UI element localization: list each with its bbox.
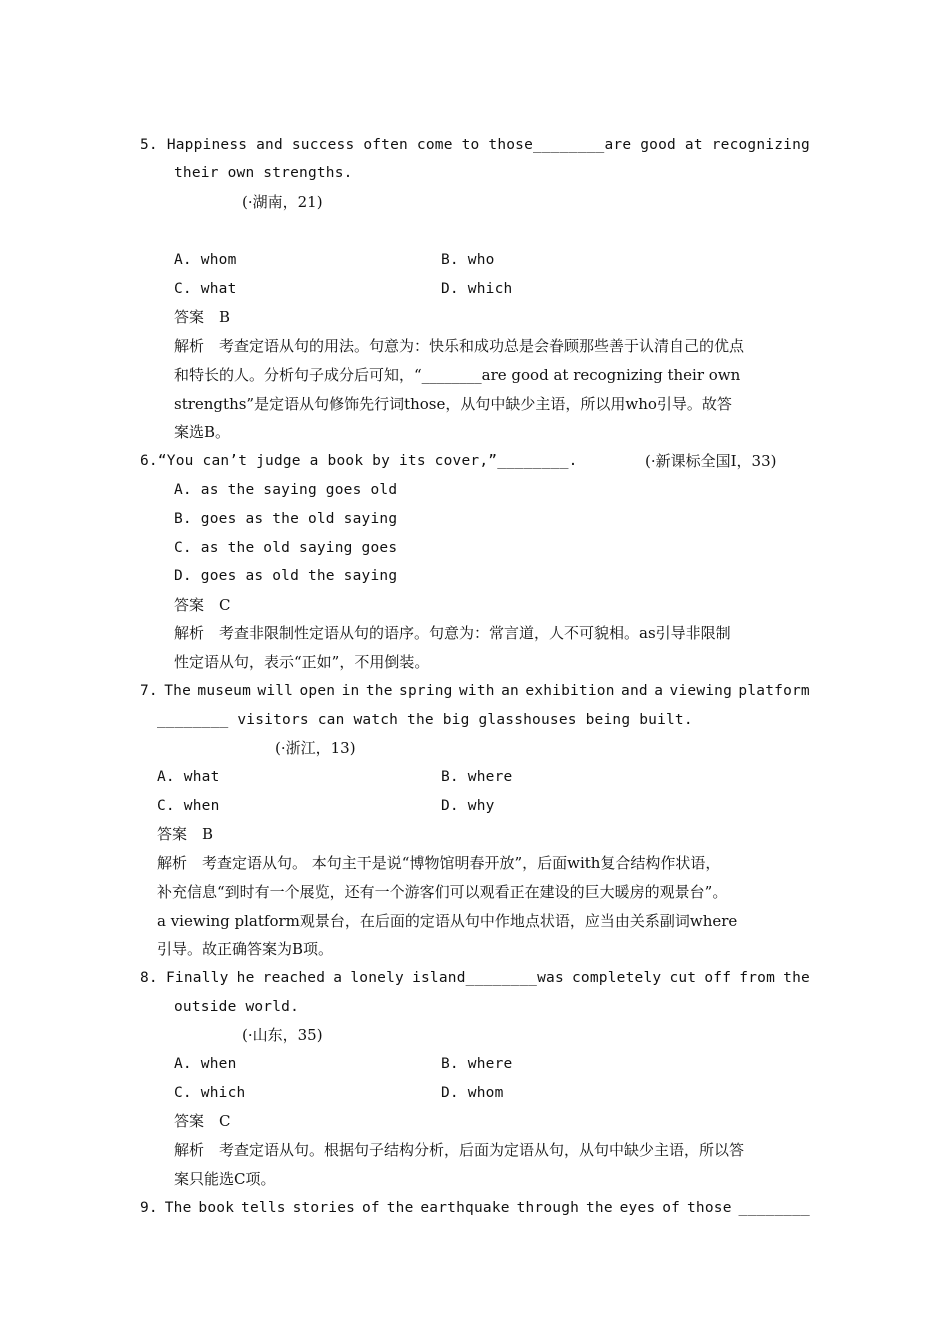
stem-word: the — [365, 683, 393, 699]
stem-word: lonely — [350, 970, 404, 986]
stem-word: off — [704, 970, 732, 986]
question-8-analysis-line: 解析 考查定语从句。根据句子结构分析，后面为定语从句，从句中缺少主语，所以答 — [174, 1141, 745, 1159]
question-8-stem-cont: outside world. — [174, 999, 300, 1015]
question-8-option-c: C. which — [174, 1085, 246, 1101]
question-6-option-d: D. goes as old the saying — [174, 568, 398, 584]
question-6-answer: 答案 C — [174, 596, 231, 614]
question-5-analysis-line: 和特长的人。分析句子成分后可知，“________are good at recognizing their own — [174, 366, 741, 384]
question-6-option-a: A. as the saying goes old — [174, 482, 398, 498]
question-8-option-d: D. whom — [441, 1085, 504, 1101]
question-5-stem-cont: their own strengths. — [174, 165, 353, 181]
question-7-option-a: A. what — [157, 769, 220, 785]
question-7-analysis-line: 解析 考查定语从句。 本句主干是说“博物馆明春开放”，后面with复合结构作状语， — [157, 854, 721, 872]
stem-word: 9. — [140, 1200, 158, 1216]
question-8-option-a: A. when — [174, 1056, 237, 1072]
stem-word: often — [363, 137, 408, 153]
question-8-stem — [140, 968, 810, 988]
stem-word: The — [164, 683, 192, 699]
stem-word: spring — [399, 683, 453, 699]
question-5-analysis-line: strengths”是定语从句修饰先行词those，从句中缺少主语，所以用who引导。故答 — [174, 395, 732, 413]
stem-word: will — [257, 683, 294, 699]
stem-word: earthquake — [420, 1200, 510, 1216]
stem-word: platform — [738, 683, 810, 699]
question-6-analysis-line: 性定语从句，表示“正如”，不用倒装。 — [174, 653, 430, 671]
question-7-analysis-line: 引导。故正确答案为B项。 — [157, 940, 334, 958]
stem-word: of — [361, 1200, 380, 1216]
stem-word: tells — [241, 1200, 286, 1216]
stem-word: Happiness — [166, 137, 248, 153]
stem-word: the — [585, 1200, 613, 1216]
stem-word: open — [299, 683, 336, 699]
question-5-source: (·湖南，21) — [242, 193, 323, 211]
question-5-stem — [140, 135, 810, 155]
stem-word: recognizing — [711, 137, 810, 153]
stem-word: completely — [572, 970, 662, 986]
question-7-option-c: C. when — [157, 798, 220, 814]
stem-word: and — [621, 683, 648, 699]
stem-word: a — [654, 683, 664, 699]
question-8-option-b: B. where — [441, 1056, 513, 1072]
stem-word: 5. — [140, 137, 158, 153]
question-5-option-b: B. who — [441, 252, 495, 268]
question-9-stem — [140, 1198, 810, 1218]
stem-word: of — [662, 1200, 681, 1216]
question-5-analysis-line: 解析 考查定语从句的用法。句意为：快乐和成功总是会眷顾那些善于认清自己的优点 — [174, 337, 745, 355]
stem-word: reached — [262, 970, 326, 986]
question-6-option-c: C. as the old saying goes — [174, 540, 398, 556]
stem-word: come — [416, 137, 453, 153]
stem-word: cut — [669, 970, 697, 986]
question-5-option-d: D. which — [441, 281, 513, 297]
stem-word: through — [516, 1200, 580, 1216]
question-6-stem: 6.“You can’t judge a book by its cover,”________. — [140, 453, 578, 469]
stem-word: an — [501, 683, 519, 699]
question-5-option-c: C. what — [174, 281, 237, 297]
stem-word: success — [291, 137, 355, 153]
stem-word: the — [783, 970, 810, 986]
stem-word: those________are — [488, 137, 632, 153]
stem-word: he — [236, 970, 255, 986]
question-8-analysis-line: 案只能选C项。 — [174, 1170, 276, 1188]
question-7-answer: 答案 B — [157, 825, 214, 843]
stem-word: a — [333, 970, 343, 986]
question-5-option-a: A. whom — [174, 252, 237, 268]
question-6-option-b: B. goes as the old saying — [174, 511, 398, 527]
question-5-answer: 答案 B — [174, 308, 231, 326]
stem-word: with — [459, 683, 495, 699]
stem-word: the — [386, 1200, 414, 1216]
question-6-analysis-line: 解析 考查非限制性定语从句的语序。句意为：常言道，人不可貌相。as引导非限制 — [174, 624, 731, 642]
question-6-source: (·新课标全国Ⅰ，33) — [645, 452, 777, 470]
stem-word: The — [164, 1200, 192, 1216]
stem-word: museum — [197, 683, 252, 699]
question-7-analysis-line: a viewing platform观景台，在后面的定语从句中作地点状语，应当由关系副词where — [157, 912, 738, 930]
question-7-stem-cont: ________ visitors can watch the big glasshouses being built. — [157, 712, 693, 728]
stem-word: 8. — [140, 970, 158, 986]
stem-word: from — [739, 970, 776, 986]
stem-word: and — [256, 137, 283, 153]
question-7-option-d: D. why — [441, 798, 495, 814]
stem-word: in — [341, 683, 360, 699]
question-7-option-b: B. where — [441, 769, 513, 785]
stem-word: to — [461, 137, 480, 153]
question-7-analysis-line: 补充信息“到时有一个展览，还有一个游客们可以观看正在建设的巨大暖房的观景台”。 — [157, 883, 728, 901]
question-7-stem — [140, 681, 810, 701]
stem-word: 7. — [140, 683, 158, 699]
stem-word: eyes — [619, 1200, 656, 1216]
stem-word: exhibition — [525, 683, 615, 699]
stem-word: island________was — [412, 970, 564, 986]
stem-word: good — [640, 137, 676, 153]
stem-word: book — [198, 1200, 235, 1216]
stem-word: Finally — [166, 970, 229, 986]
question-8-source: (·山东，35) — [242, 1026, 323, 1044]
stem-word: those — [686, 1200, 732, 1216]
question-7-source: (·浙江，13) — [275, 739, 356, 757]
stem-word: at — [684, 137, 703, 153]
question-5-analysis-line: 案选B。 — [174, 423, 231, 441]
stem-word: stories — [292, 1200, 356, 1216]
question-8-answer: 答案 C — [174, 1112, 231, 1130]
stem-word: viewing — [669, 683, 733, 699]
stem-word: ________ — [738, 1200, 810, 1216]
